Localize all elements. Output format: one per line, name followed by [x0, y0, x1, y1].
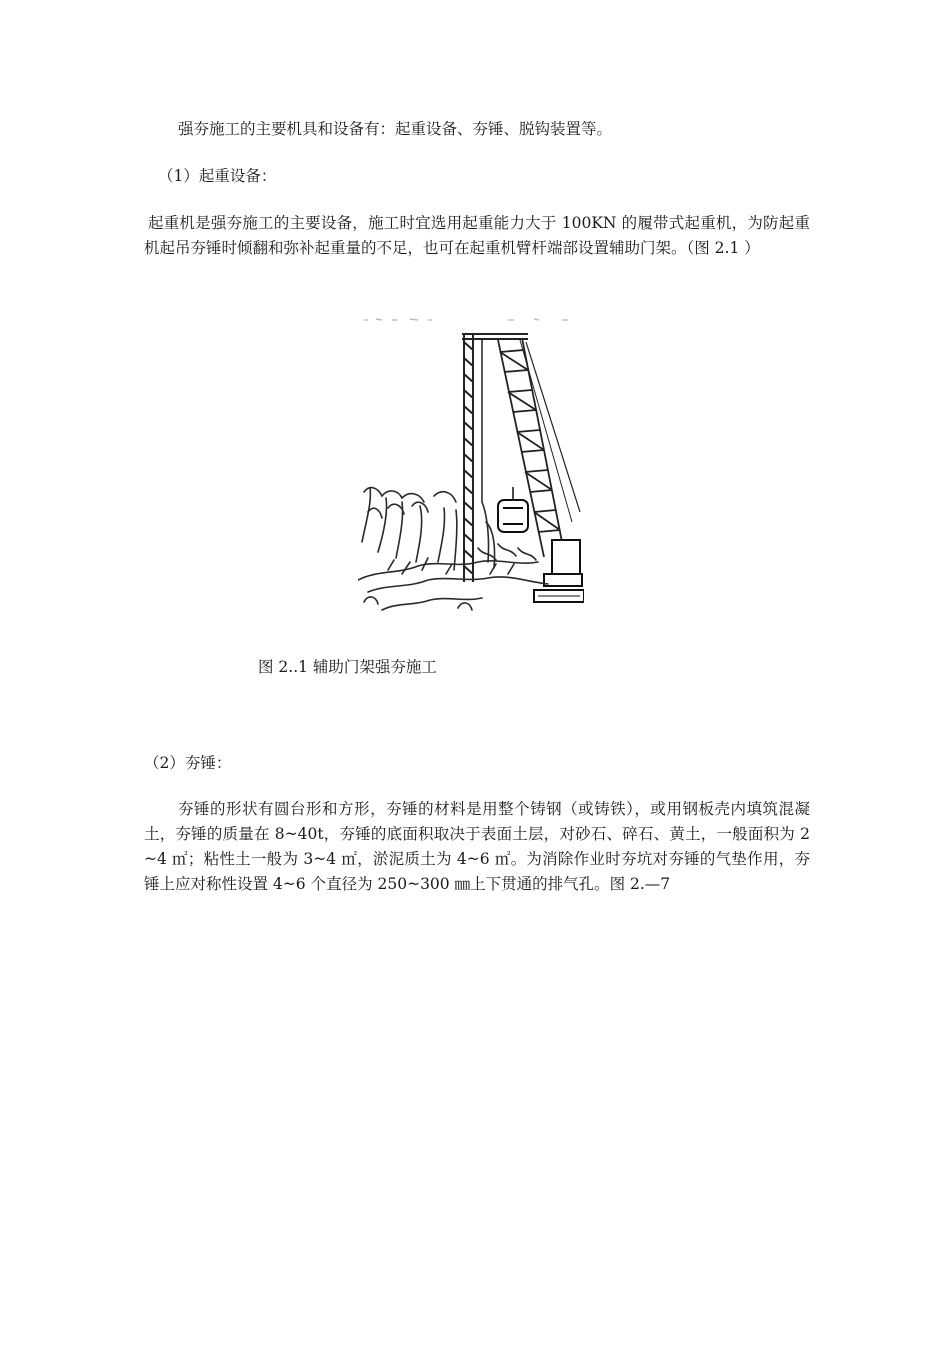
hammer-paragraph: 夯锤的形状有圆台形和方形，夯锤的材料是用整个铸钢（或铸铁），或用钢板壳内填筑混凝土，夯锤的质量在 8~40t，夯锤的底面积取决于表面土层，对砂石、碎石、黄土，一般面积为 2~4 ㎡；粘性土一般为 3~4 ㎡，淤泥质土为 4~6 ㎡。为消除作业时夯坑对夯锤的气垫作用，夯锤上应对称性设置 4~6 个直径为 250~300 ㎜上下贯通的排气孔。图 2.—7: [144, 800, 810, 893]
section-heading-lifting-equipment: （1）起重设备：: [158, 167, 277, 185]
section-heading-hammer: （2）夯锤：: [144, 754, 232, 772]
figure-caption: 图 2..1 辅助门架强夯施工: [258, 658, 437, 676]
crane-paragraph: 起重机是强夯施工的主要设备，施工时宜选用起重能力大于 100KN 的履带式起重机，为防起重机起吊夯锤时倾翻和弥补起重量的不足，也可在起重机臂杆端部设置辅助门架。（图 2.1 ）: [144, 214, 810, 257]
crane-with-auxiliary-gantry-illustration: [358, 312, 584, 624]
intro-paragraph: 强夯施工的主要机具和设备有：起重设备、夯锤、脱钩装置等。: [178, 120, 613, 138]
